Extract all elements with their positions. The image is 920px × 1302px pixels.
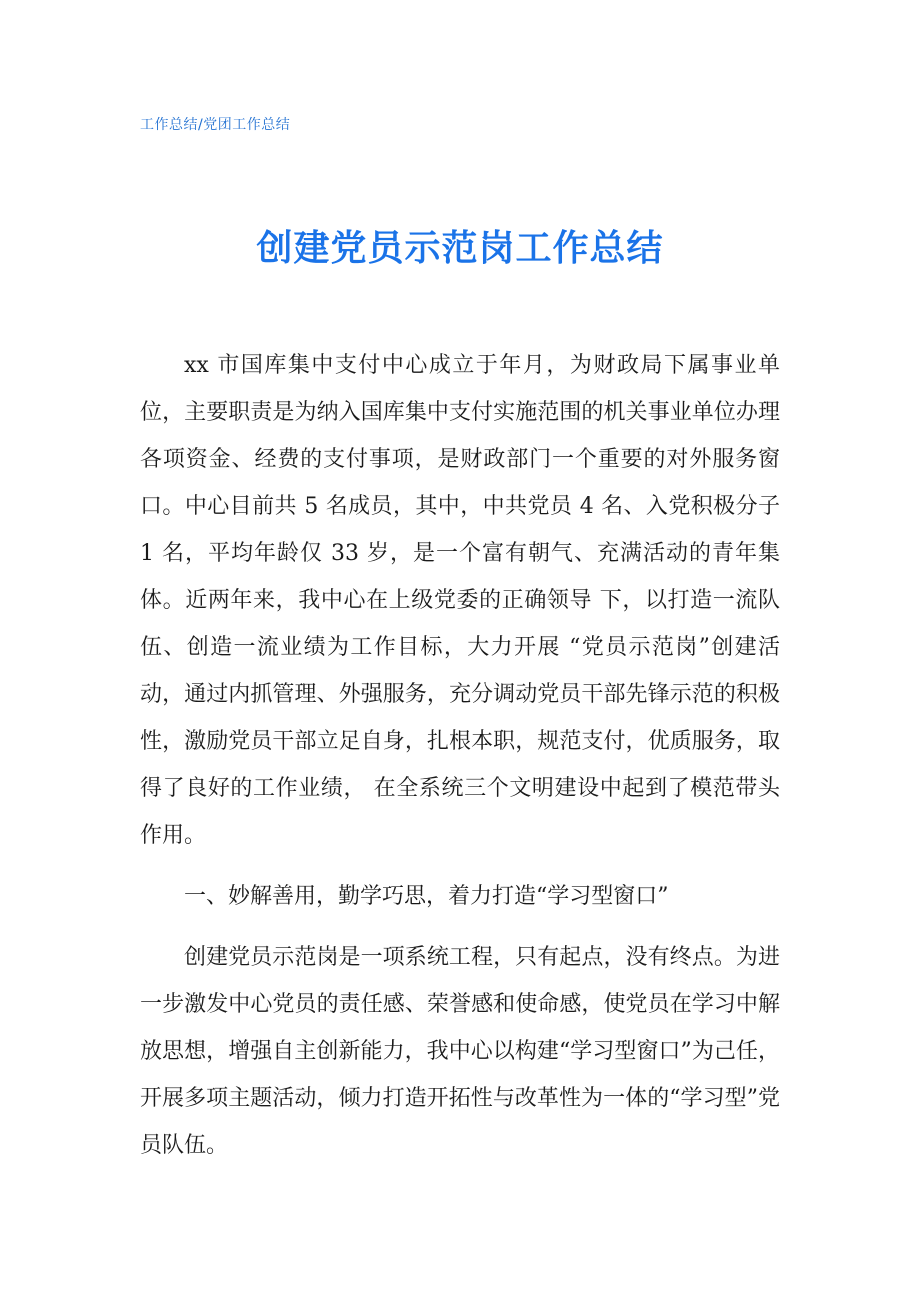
page-title: 创建党员示范岗工作总结 <box>256 228 664 269</box>
document-body <box>140 342 780 1169</box>
breadcrumb: 工作总结/党团工作总结 <box>140 117 291 133</box>
paragraph-intro: xx 市国库集中支付中心成立于年月，为财政局下属事业单位，主要职责是为纳入国库集中支付实施范围的机关事业单位办理各项资金、经费的支付事项，是财政部门一个重要的对外服务窗口。中心目前共 5 名成员，其中，中共党员 4 名、入党积极分子 1 名，平均年龄仅 33 岁，是一个富有朝气、充满活动的青年集体。近两年来，我中心在上级党委的正确领导 下，以打造一流队伍、创造一流业绩为工作目标，大力开展 “党员示范岗”创建活动，通过内抓管理、外强服务，充分调动党员干部先锋示范的积极性，激励党员干部立足自身，扎根本职，规范支付，优质服务，取得了良好的工作业绩， 在全系统三个文明建设中起到了模范带头作用。 <box>140 353 780 848</box>
paragraph-section-1: 创建党员示范岗是一项系统工程，只有起点，没有终点。为进一步激发中心党员的责任感、荣誉感和使命感，使党员在学习中解放思想，增强自主创新能力，我中心以构建“学习型窗口”为己任，开展多项主题活动，倾力打造开拓性与改革性为一体的“学习型”党员队伍。 <box>140 945 780 1158</box>
section-heading: 一、妙解善用，勤学巧思，着力打造“学习型窗口” <box>184 884 669 909</box>
